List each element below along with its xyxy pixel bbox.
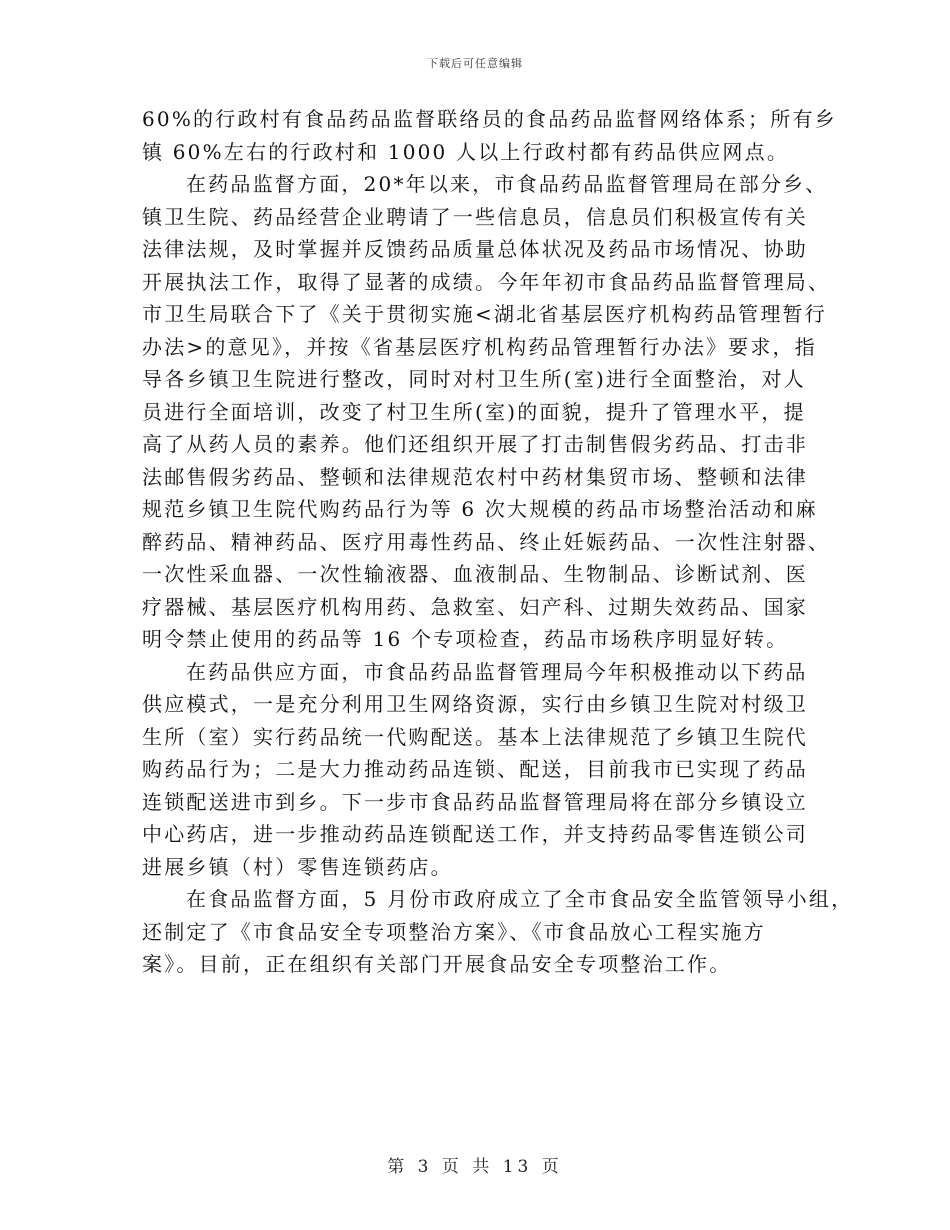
text-line: 镇卫生院、药品经营企业聘请了一些信息员，信息员们积极宣传有关 <box>142 204 808 229</box>
document-body <box>142 103 854 981</box>
text-line: 市卫生局联合下了《关于贯彻实施<湖北省基层医疗机构药品管理暂行 <box>142 302 827 326</box>
text-line: 生所（室）实行药品统一代购配送。基本上法律规范了乡镇卫生院代 <box>142 724 808 749</box>
text-line: 法律法规，及时掌握并反馈药品质量总体状况及药品市场情况、协助 <box>142 237 808 261</box>
text-line: 开展执法工作，取得了显著的成绩。今年年初市食品药品监督管理局、 <box>142 269 831 294</box>
text-line: 疗器械、基层医疗机构用药、急救室、妇产科、过期失效药品、国家 <box>142 594 808 619</box>
text-line: 还制定了《市食品安全专项整治方案》、《市食品放心工程实施方 <box>142 919 766 944</box>
text-line: 员进行全面培训，改变了村卫生所(室)的面貌，提升了管理水平，提 <box>142 399 806 424</box>
text-line: 镇 60%左右的行政村和 1000 人以上行政村都有药品供应网点。 <box>142 139 790 164</box>
text-line: 明令禁止使用的药品等 16 个专项检查，药品市场秩序明显好转。 <box>142 627 789 651</box>
paragraph-start: 在药品供应方面，市食品药品监督管理局今年积极推动以下药品 <box>186 659 808 684</box>
page-header: 下载后可任意编辑 <box>427 57 523 70</box>
text-line: 法邮售假劣药品、整顿和法律规范农村中药材集贸市场、整顿和法律 <box>142 464 808 489</box>
text-line: 高了从药人员的素养。他们还组织开展了打击制售假劣药品、打击非 <box>142 432 808 456</box>
page-number: 第 3 页 共 13 页 <box>387 1157 563 1177</box>
text-line: 连锁配送进市到乡。下一步市食品药品监督管理局将在部分乡镇设立 <box>142 789 808 814</box>
text-line: 办法>的意见》，并按《省基层医疗机构药品管理暂行办法》要求，指 <box>142 334 817 359</box>
text-line: 醉药品、精神药品、医疗用毒性药品、终止妊娠药品、一次性注射器、 <box>142 529 831 554</box>
text-line: 一次性采血器、一次性输液器、血液制品、生物制品、诊断试剂、医 <box>142 562 808 586</box>
text-line: 供应模式，一是充分利用卫生网络资源，实行由乡镇卫生院对村级卫 <box>142 692 808 716</box>
paragraph-start: 在药品监督方面，20*年以来，市食品药品监督管理局在部分乡、 <box>186 172 828 196</box>
text-line: 购药品行为；二是大力推动药品连锁、配送，目前我市已实现了药品 <box>142 757 808 781</box>
text-line: 案》。目前，正在组织有关部门开展食品安全专项整治工作。 <box>142 952 732 976</box>
text-line: 规范乡镇卫生院代购药品行为等 6 次大规模的药品市场整治活动和麻 <box>142 497 818 521</box>
text-line: 进展乡镇（村）零售连锁药店。 <box>142 854 453 879</box>
paragraph-start: 在食品监督方面，5 月份市政府成立了全市食品安全监管领导小组， <box>186 887 854 911</box>
text-line: 60%的行政村有食品药品监督联络员的食品药品监督网络体系；所有乡 <box>142 107 837 131</box>
text-line: 中心药店，进一步推动药品连锁配送工作，并支持药品零售连锁公司 <box>142 822 808 846</box>
text-line: 导各乡镇卫生院进行整改，同时对村卫生所(室)进行全面整治，对人 <box>142 367 806 391</box>
